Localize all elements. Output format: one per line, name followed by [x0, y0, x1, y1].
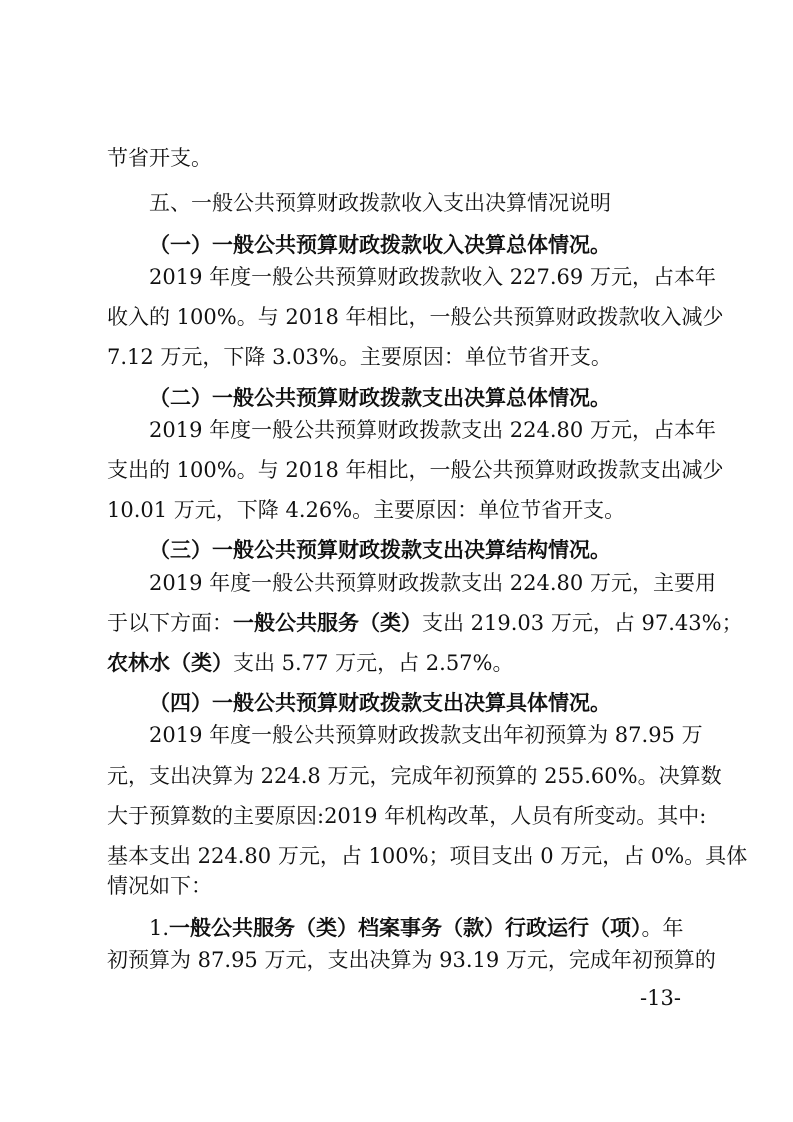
- paragraph-line: 支出的 100%。与 2018 年相比，一般公共预算财政拨款支出减少: [107, 458, 724, 482]
- paragraph-line: 2019 年度一般公共预算财政拨款支出 224.80 万元，占本年: [149, 418, 716, 442]
- paragraph-line: 2019 年度一般公共预算财政拨款支出 224.80 万元，主要用: [149, 571, 716, 595]
- paragraph-line: 收入的 100%。与 2018 年相比，一般公共预算财政拨款收入减少: [107, 305, 724, 329]
- paragraph-line: 元，支出决算为 224.8 万元，完成年初预算的 255.60%。决算数: [107, 764, 722, 788]
- subsection-heading: （三）一般公共预算财政拨款支出决算结构情况。: [149, 537, 611, 562]
- bold-category: 一般公共服务（类）: [233, 610, 422, 635]
- paragraph-line: [107, 608, 743, 638]
- bold-category: 农林水（类）: [107, 650, 233, 675]
- paragraph-line: 基本支出 224.80 万元，占 100%；项目支出 0 万元，占 0%。具体: [107, 844, 748, 868]
- bold-item-title: 一般公共服务（类）档案事务（款）行政运行（项）: [169, 915, 642, 940]
- text-span: 于以下方面：: [107, 611, 233, 635]
- paragraph-line: 大于预算数的主要原因:2019 年机构改革，人员有所变动。其中:: [107, 804, 707, 828]
- text-line: 节省开支。: [107, 146, 212, 170]
- paragraph-line: 初预算为 87.95 万元，支出决算为 93.19 万元，完成年初预算的: [107, 948, 716, 972]
- list-number: 1.: [149, 916, 170, 940]
- page-number: -13-: [640, 986, 681, 1010]
- section-heading: 五、一般公共预算财政拨款收入支出决算情况说明: [149, 191, 611, 215]
- subsection-heading: （一）一般公共预算财政拨款收入决算总体情况。: [149, 232, 611, 257]
- paragraph-line: 2019 年度一般公共预算财政拨款收入 227.69 万元，占本年: [149, 265, 716, 289]
- subsection-heading: （四）一般公共预算财政拨款支出决算具体情况。: [149, 690, 611, 715]
- text-span: 支出 219.03 万元，占 97.43%；: [422, 611, 743, 635]
- text-span: 支出 5.77 万元，占 2.57%。: [233, 651, 514, 675]
- paragraph-line: [149, 913, 693, 943]
- paragraph-line: 情况如下：: [107, 874, 212, 898]
- paragraph-line: 10.01 万元，下降 4.26%。主要原因：单位节省开支。: [107, 498, 626, 522]
- subsection-heading: （二）一般公共预算财政拨款支出决算总体情况。: [149, 385, 611, 410]
- text-span: 。年: [641, 916, 684, 940]
- paragraph-line: 7.12 万元，下降 3.03%。主要原因：单位节省开支。: [107, 345, 612, 369]
- paragraph-line: [107, 648, 693, 678]
- paragraph-line: 2019 年度一般公共预算财政拨款支出年初预算为 87.95 万: [149, 723, 703, 747]
